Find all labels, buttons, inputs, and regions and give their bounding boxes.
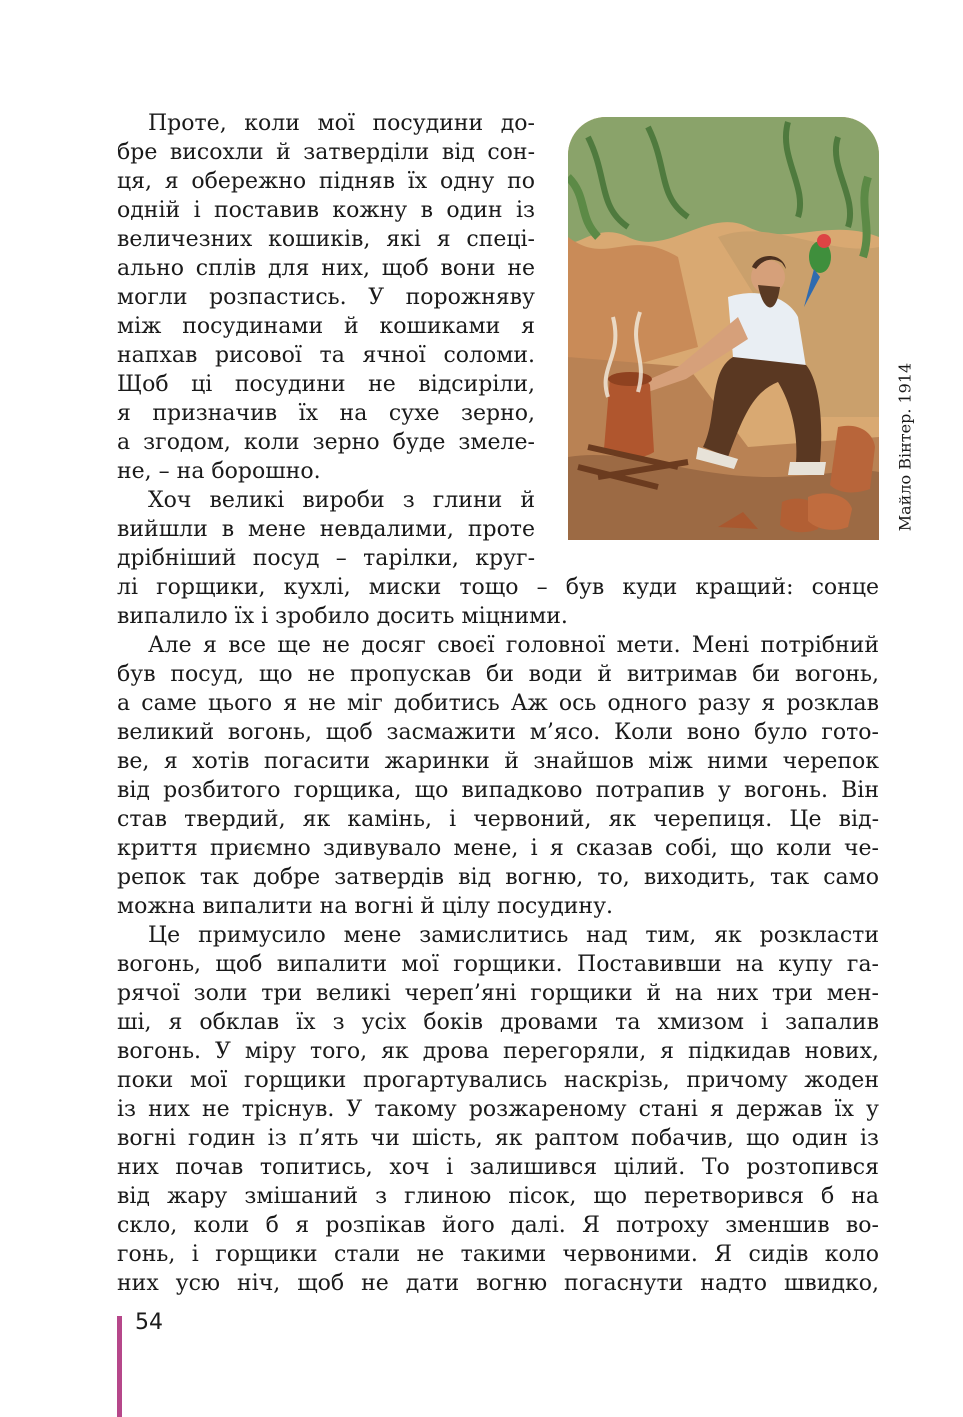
text-line: став твердий, як камінь, і червоний, як черепиця. Це від- (117, 807, 879, 832)
text-line: одній і поставив кожну в один із (117, 198, 535, 223)
text-line: між посудинами й кошиками я (117, 314, 535, 339)
robinson-crusoe-firing-pottery-illustration (568, 117, 879, 540)
text-line: від розбитого горщика, що випадково потрапив у вогонь. Він (117, 778, 879, 803)
text-line: гонь, і горщики стали не такими червоними. Я сидів коло (117, 1242, 879, 1267)
text-line: не, – на борошно. (117, 459, 321, 484)
text-line: поки мої горщики прогартувались наскрізь, причому жоден (117, 1068, 879, 1093)
text-line: Щоб ці посудини не відсиріли, (117, 372, 535, 397)
text-line: бре висохли й затверділи від сон- (117, 140, 535, 165)
page-number: 54 (135, 1310, 163, 1335)
text-line: криття приємно здивувало мене, і я сказав собі, що коли че- (117, 836, 879, 861)
text-line: величезних кошиків, які я спеці- (117, 227, 535, 252)
text-line: скло, коли б я розпікав його далі. Я потроху зменшив во- (117, 1213, 879, 1238)
text-line: рячої золи три великі череп’яні горщики й на них три мен- (117, 981, 879, 1006)
text-line: вогні годин із п’ять чи шість, як раптом побачив, що один із (117, 1126, 879, 1151)
text-line: дрібніший посуд – тарілки, круг- (117, 546, 535, 571)
text-line: вогонь, щоб випалити мої горщики. Поставивши на купу га- (117, 952, 879, 977)
text-line: Проте, коли мої посудини до- (148, 111, 535, 136)
text-line: із них не тріснув. У такому розжареному стані я держав їх у (117, 1097, 879, 1122)
text-line: від жару змішаний з глиною пісок, що перетворився б на (117, 1184, 879, 1209)
illustration-credit: Майло Вінтер. 1914 (895, 362, 915, 532)
text-line: Це примусило мене замислитись над тим, як розкласти (148, 923, 879, 948)
text-line: них почав топитись, хоч і залишився цілий. То розтопився (117, 1155, 879, 1180)
text-line: був посуд, що не пропускав би води й витримав би вогонь, (117, 662, 879, 687)
text-line: Хоч великі вироби з глини й (148, 488, 535, 513)
text-line: ші, я обклав їх з усіх боків дровами та хмизом і запалив (117, 1010, 879, 1035)
text-line: лі горщики, кухлі, миски тощо – був куди кращий: сонце (117, 575, 879, 600)
text-line: а згодом, коли зерно буде змеле- (117, 430, 535, 455)
text-line: репок так добре затвердів від вогню, то, виходить, так само (117, 865, 879, 890)
text-line: великий вогонь, щоб засмажити м’ясо. Коли воно було гото- (117, 720, 879, 745)
text-line: вийшли в мене невдалими, проте (117, 517, 535, 542)
text-line: а саме цього я не міг добитись Аж ось одного разу я розклав (117, 691, 879, 716)
text-line: випалило їх і зробило досить міцними. (117, 604, 568, 629)
text-line: могли розпастись. У порожняву (117, 285, 535, 310)
page-marker-bar (117, 1316, 122, 1417)
text-line: ця, я обережно підняв їх одну по (117, 169, 535, 194)
text-line: них усю ніч, щоб не дати вогню погаснути надто швидко, (117, 1271, 879, 1296)
text-line: ально сплів для них, щоб вони не (117, 256, 535, 281)
text-line: вогонь. У міру того, як дрова перегоряли, я підкидав нових, (117, 1039, 879, 1064)
text-line: Але я все ще не досяг своєї головної мети. Мені потрібний (148, 633, 879, 658)
text-line: можна випалити на вогні й цілу посудину. (117, 894, 614, 919)
illustration (568, 117, 879, 540)
text-line: я призначив їх на сухе зерно, (117, 401, 535, 426)
text-line: напхав рисової та ячної соломи. (117, 343, 535, 368)
text-line: ве, я хотів погасити жаринки й знайшов між ними черепок (117, 749, 879, 774)
